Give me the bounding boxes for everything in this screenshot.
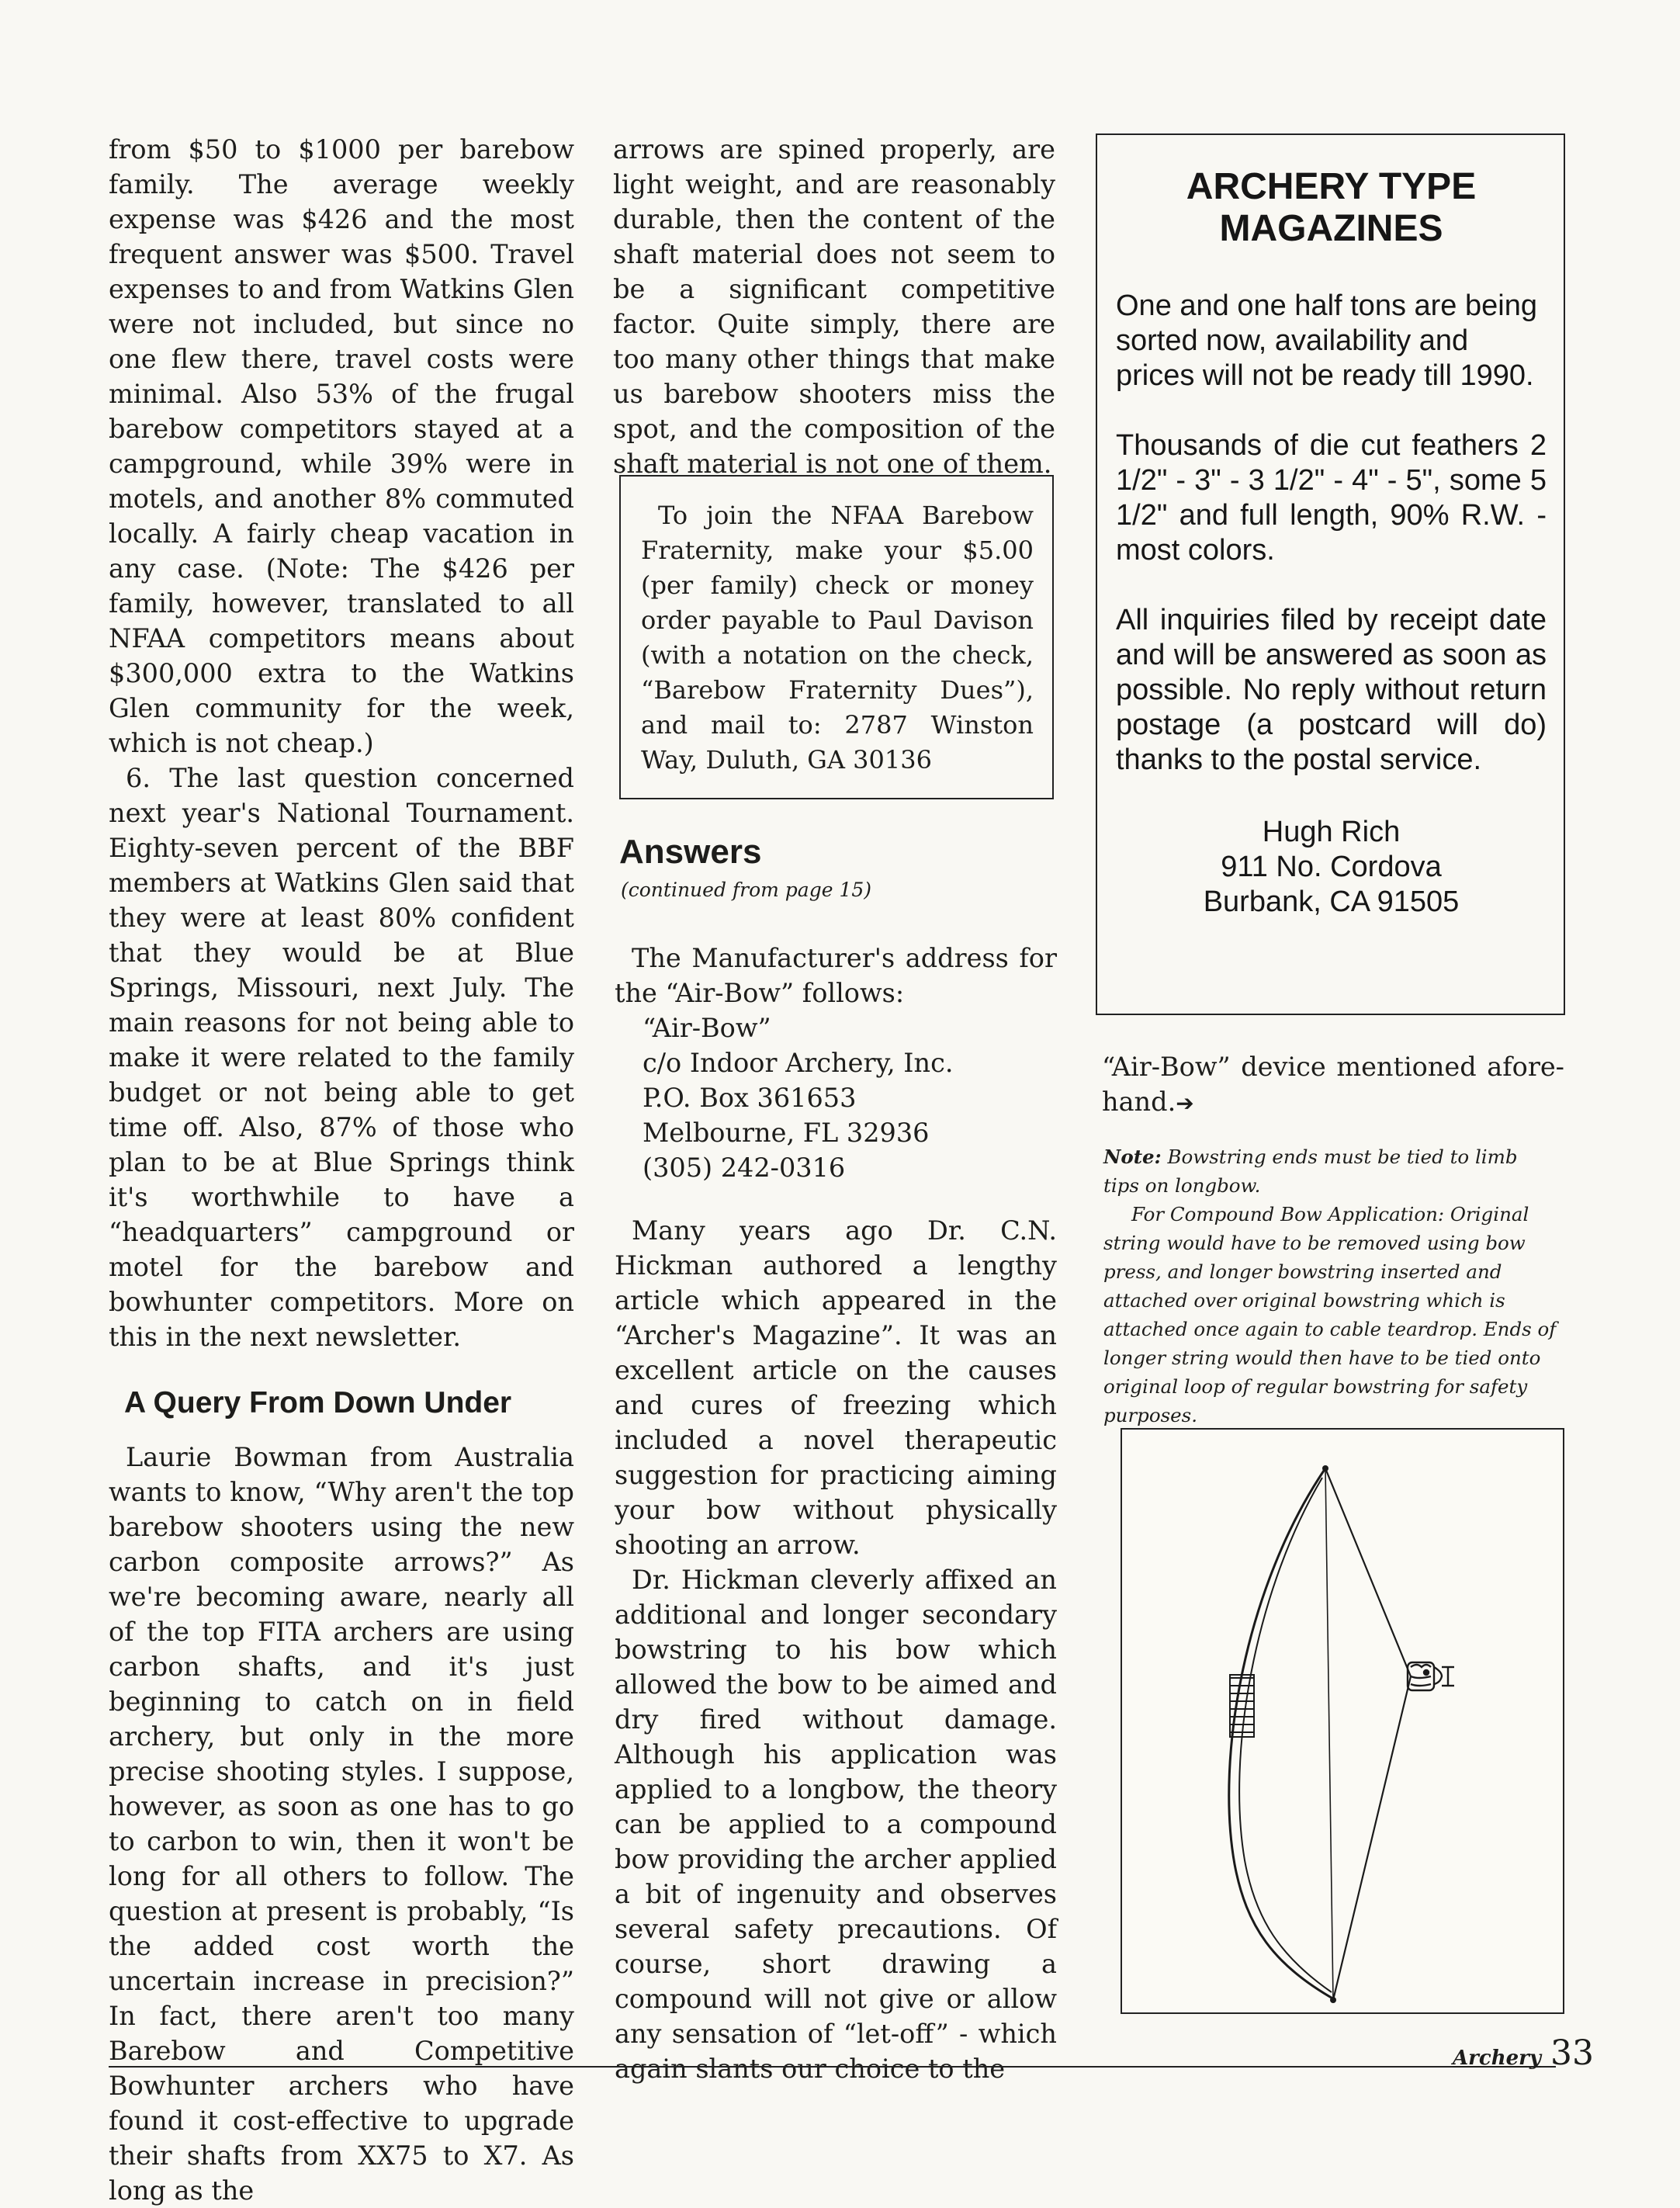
continued-note: (continued from page 15) [621,879,872,901]
address-line: c/o Indoor Archery, Inc. [643,1048,954,1078]
paragraph [1102,1049,1564,1121]
bow-limb-outer [1229,1468,1335,2000]
note-line [1103,1142,1558,1200]
note-paragraph: For Compound Bow Application: Original string would have to be removed using bow press, and longer bowstring inserted and attached over original bowstring which is attached once again to cable teardrop. Ends of longer string would then have to be tied onto original loop of regular bowstring for safety purposes. [1103,1203,1557,1426]
ad-name: Hugh Rich [1262,816,1401,848]
magazine-name: Archery [1453,2047,1541,2070]
end-mark-icon: ➔ [1176,1090,1194,1116]
ad-paragraph: All inquiries filed by receipt date and will be answered as soon as possible. No reply without return postage (a postcard will do) thanks to the postal service. [1116,604,1547,776]
paragraph: arrows are spined properly, are light weight, and are reasonably durable, then the content of the shaft material does not seem to be a significant competitive factor. Quite simply, there are too many other things that make us barebow shooters miss the spot, and the composition of the shaft material is not one of them. [613,134,1055,479]
address-line: Melbourne, FL 32936 [643,1118,930,1148]
ad-paragraph: One and one half tons are being sorted now, availability and prices will not be ready till 1990. [1116,289,1537,392]
address-line: (305) 242-0316 [643,1153,846,1183]
column-left [109,132,574,2208]
limb-tip-top [1322,1465,1328,1471]
bow-illustration [1121,1428,1564,2014]
section-heading: A Query From Down Under [124,1386,512,1419]
bowstring-secondary-top [1325,1468,1411,1676]
bow-limb-inner [1239,1478,1332,1992]
note-label: Note: [1103,1146,1162,1168]
bow-drawing [1122,1430,1566,2016]
paragraph: 6. The last question concerned next year's National Tournament. Eighty-seven percent of the BBF members at Watkins Glen said that they were at least 80% confident that they would be at Blue Springs, Missouri, next July. The main reasons for not being able to make it were related to the family budget or not being able to get time off. Also, 87% of those who plan to be at Blue Springs think it's worthwhile to have a “headquarters” campground or motel for the barebow and bowhunter competitors. More on this in the next newsletter. [109,763,574,1352]
membership-text: To join the NFAA Barebow Fraternity, make your $5.00 (per family) check or money order payable to Paul Davison (with a notation on the check, “Barebow Fraternity Dues”), and mail to: 2787 Winston Way, Duluth, GA 30136 [641,501,1034,775]
column-middle [613,132,1055,481]
ad-title-line: ARCHERY TYPE [1186,166,1477,207]
paragraph: Many years ago Dr. C.N. Hickman authored a lengthy article which appeared in the “Archer's Magazine”. It was an excellent article on the causes and cures of freezing which included a novel therapeutic suggestion for practicing aiming your bow without physically shooting an arrow. [615,1215,1057,1560]
manufacturer-address [615,1010,1057,1185]
paragraph: Dr. Hickman cleverly affixed an additional and longer secondary bowstring to his bow which allowed the bow to be aimed and dry fired without damage. Although his application was applied to a longbow, the theory can be applied to a compound bow providing the archer applied a bit of ingenuity and observes several safety precautions. Of course, short drawing a compound will not give or allow any sensation of “let-off” - which again slants our choice to the [615,1565,1057,2084]
footer-rule [109,2066,1556,2068]
ad-title [1116,166,1547,250]
page-number: 33 [1550,2033,1594,2073]
drawing-hand [1408,1662,1454,1690]
paragraph-text: “Air-Bow” device mentioned aforehand. [1102,1052,1564,1117]
ad-title-line: MAGAZINES [1219,208,1443,249]
answers-heading: Answers [619,833,762,871]
paragraph: from $50 to $1000 per barebow family. The average weekly expense was $426 and the most frequent answer was $500. Travel expenses to and from Watkins Glen were not included, but since no one flew there, travel costs were minimal. Also 53% of the frugal barebow competitors stayed at a campground, while 39% were in motels, and another 8% commuted locally. A fairly cheap vacation in any case. (Note: The $426 per family, however, translated to all NFAA competitors means about $300,000 extra to the Watkins Glen community for the week, which is not cheap.) [109,134,574,758]
address-line: “Air-Bow” [643,1013,771,1043]
address-line: P.O. Box 361653 [643,1083,857,1113]
limb-tip-bottom [1330,1997,1336,2003]
note-block [1103,1142,1558,1430]
membership-box [619,475,1054,799]
column-right [1102,1049,1564,1121]
magazines-ad [1096,133,1565,1015]
ad-paragraph: Thousands of die cut feathers 2 1/2" - 3" - 3 1/2" - 4" - 5", some 5 1/2" and full length, 90% R.W. - most colors. [1116,429,1547,567]
ad-city: Burbank, CA 91505 [1203,886,1460,918]
note-text: Bowstring ends must be tied to limb tips on longbow. [1103,1146,1518,1197]
bowstring-original [1325,1468,1333,2000]
bowstring-secondary-bottom [1333,1676,1411,2000]
paragraph: Laurie Bowman from Australia wants to know, “Why aren't the top barebow shooters using the new carbon composite arrows?” As we're becoming aware, nearly all of the top FITA archers are using carbon shafts, and it's just beginning to catch on in field archery, but only in the more precise shooting styles. I suppose, however, as soon as one has to go to carbon to win, then it won't be long for all others to follow. The question at present is probably, “Is the added cost worth the uncertain increase in precision?” In fact, there aren't too many Barebow and Competitive Bowhunter archers who have found it cost-effective to upgrade their shafts from XX75 to X7. As long as the [109,1442,574,2206]
answers-body [615,941,1057,2086]
paragraph: The Manufacturer's address for the “Air-Bow” follows: [615,943,1057,1008]
ad-street: 911 No. Cordova [1221,851,1442,883]
ad-signature [1116,815,1547,920]
